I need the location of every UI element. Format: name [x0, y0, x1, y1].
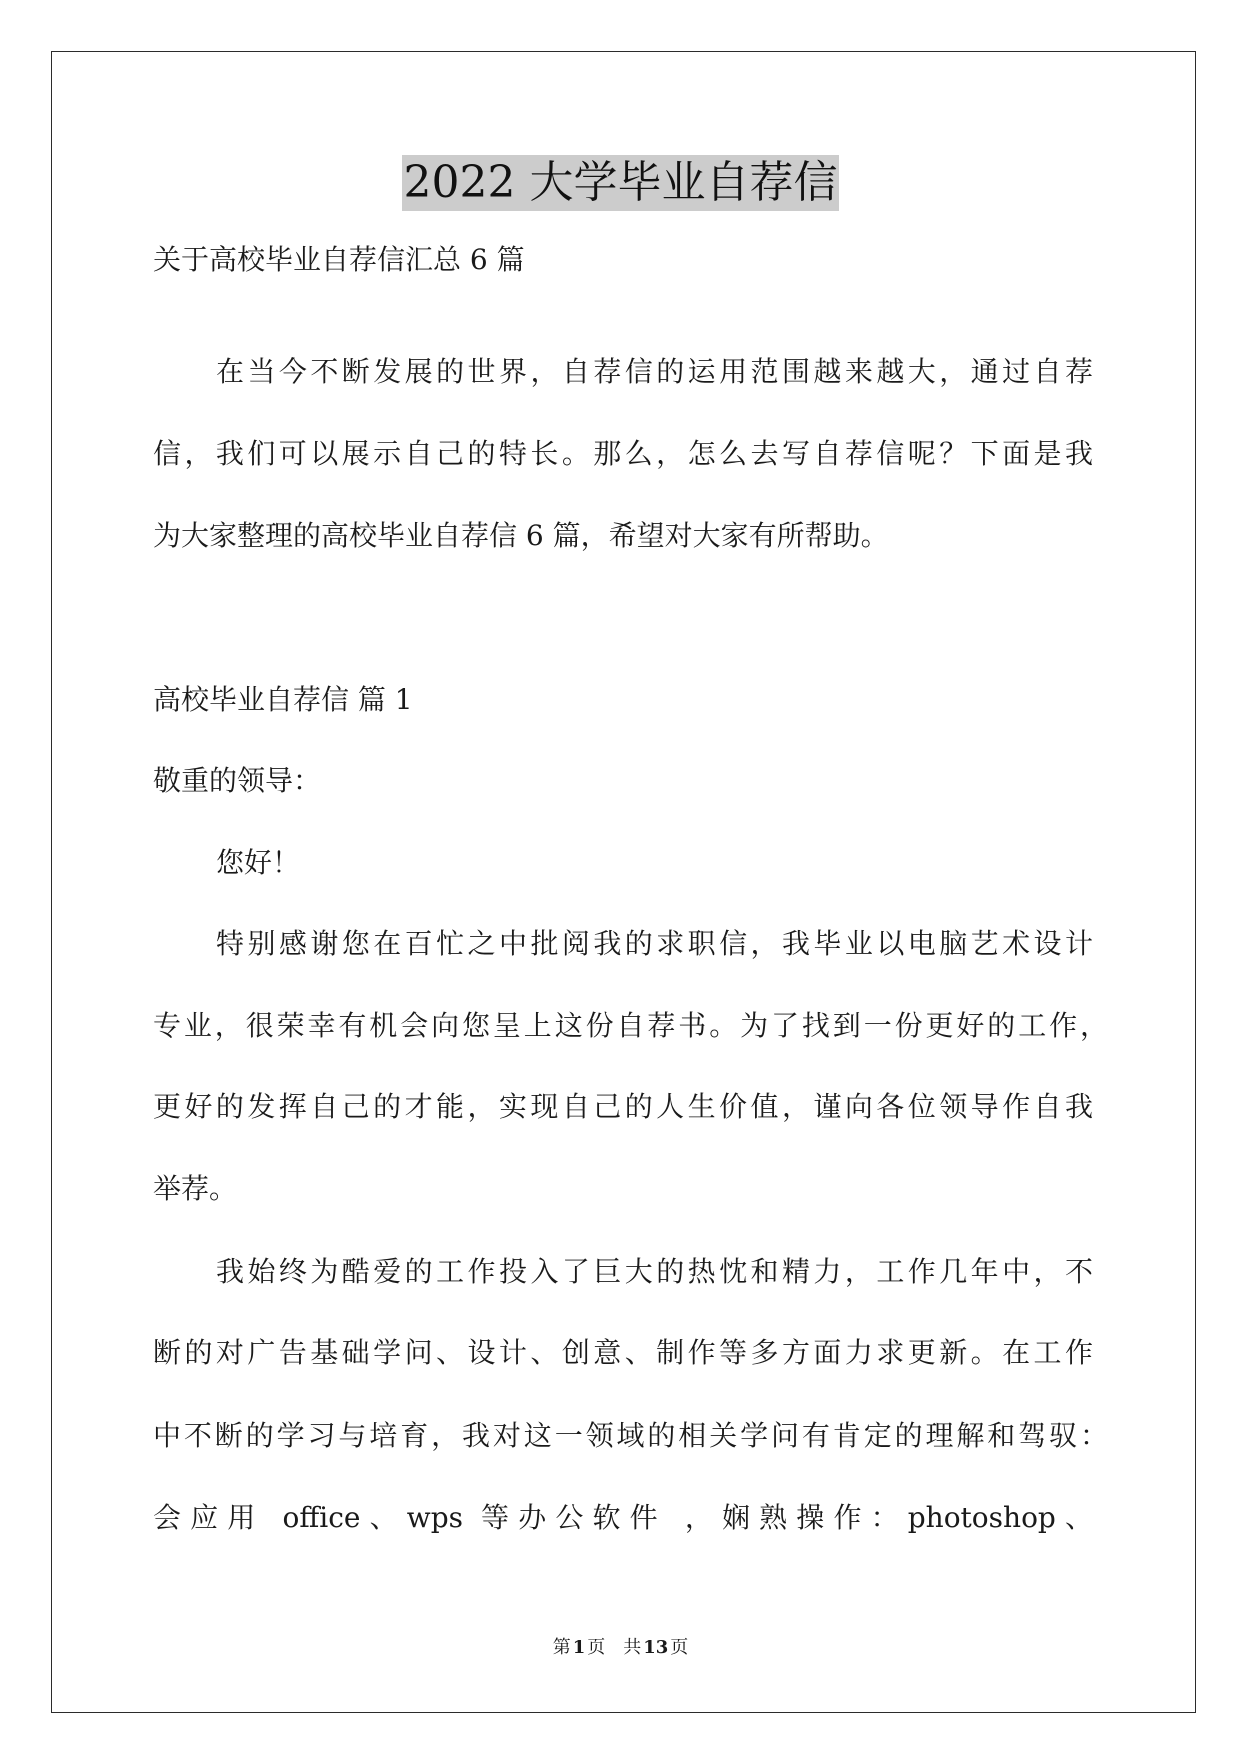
current-page-number: 1	[572, 1637, 586, 1658]
paragraph-2-line: 我始终为酷爱的工作投入了巨大的热忱和精力，工作几年中，不	[216, 1255, 1093, 1288]
paragraph-2-line: 断的对广告基础学问、设计、创意、制作等多方面力求更新。在工作	[153, 1336, 1093, 1369]
page-footer	[0, 1636, 1241, 1660]
paragraph-2-line: 中不断的学习与培育，我对这一领域的相关学问有肯定的理解和驾驭：	[153, 1419, 1108, 1452]
section-heading: 高校毕业自荐信 篇 1	[153, 683, 413, 716]
intro-line: 在当今不断发展的世界，自荐信的运用范围越来越大，通过自荐	[216, 355, 1093, 388]
paragraph-1-line: 特别感谢您在百忙之中批阅我的求职信，我毕业以电脑艺术设计	[216, 927, 1093, 960]
total-label-prefix: 共	[623, 1637, 642, 1658]
greeting: 您好！	[216, 846, 301, 879]
paragraph-1-line: 更好的发挥自己的才能，实现自己的人生价值，谨向各位领导作自我	[153, 1090, 1093, 1123]
intro-line: 信，我们可以展示自己的特长。那么，怎么去写自荐信呢？下面是我	[153, 437, 1093, 470]
salutation: 敬重的领导：	[153, 764, 322, 797]
total-pages-number: 13	[643, 1637, 669, 1658]
intro-line: 为大家整理的高校毕业自荐信 6 篇，希望对大家有所帮助。	[153, 519, 889, 552]
document-title: 2022 大学毕业自荐信	[402, 155, 840, 211]
title-row	[0, 155, 1241, 211]
paragraph-1-line: 举荐。	[153, 1172, 238, 1205]
total-label-suffix: 页	[670, 1637, 689, 1658]
paragraph-1-line: 专业，很荣幸有机会向您呈上这份自荐书。为了找到一份更好的工作，	[153, 1009, 1108, 1042]
paragraph-2-line: 会应用 office、wps 等办公软件 ，娴熟操作：photoshop、	[153, 1501, 1093, 1534]
page-label-prefix: 第	[552, 1637, 571, 1658]
page-label-suffix: 页	[587, 1637, 606, 1658]
summary-heading: 关于高校毕业自荐信汇总 6 篇	[153, 243, 525, 276]
